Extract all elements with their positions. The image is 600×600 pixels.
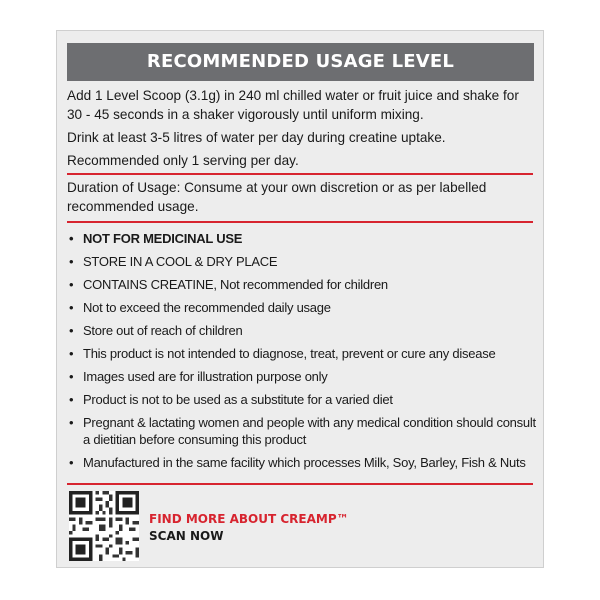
footer	[67, 489, 537, 559]
list-item-text: CONTAINS CREATINE, Not recommended for children	[83, 277, 388, 292]
list-item	[67, 391, 537, 408]
list-item-text: Pregnant & lactating women and people with any medical condition should consult a dietitian before consuming this product	[83, 415, 536, 447]
usage-water-intake: Drink at least 3-5 litres of water per day during creatine uptake.	[67, 130, 446, 145]
bullet-icon: •	[69, 300, 74, 315]
list-item	[67, 253, 537, 270]
footer-cta	[149, 511, 349, 545]
bullet-icon: •	[69, 455, 74, 470]
find-more-text: FIND MORE ABOUT CREAMP™	[149, 512, 349, 526]
divider-bottom	[67, 483, 533, 485]
list-item-text: STORE IN A COOL & DRY PLACE	[83, 254, 278, 269]
duration-of-usage: Duration of Usage: Consume at your own discretion or as per labelled recommended usage.	[67, 180, 487, 214]
usage-label-panel	[56, 30, 544, 568]
list-item-text: This product is not intended to diagnose, treat, prevent or cure any disease	[83, 346, 496, 361]
list-item	[67, 322, 537, 339]
bullet-icon: •	[69, 369, 74, 384]
qr-code-icon[interactable]	[69, 491, 139, 561]
bullet-icon: •	[69, 323, 74, 338]
list-item-text: NOT FOR MEDICINAL USE	[83, 231, 243, 246]
bullet-icon: •	[69, 346, 74, 361]
list-item-text: Product is not to be used as a substitute for a varied diet	[83, 392, 393, 407]
usage-mixing-instructions: Add 1 Level Scoop (3.1g) in 240 ml chilled water or fruit juice and shake for 30 - 45 seconds in a shaker vigorously until uniform mixing.	[67, 88, 519, 122]
usage-serving: Recommended only 1 serving per day.	[67, 153, 299, 168]
divider-top	[67, 173, 533, 175]
divider-middle	[67, 221, 533, 223]
section-title: RECOMMENDED USAGE LEVEL	[67, 43, 534, 81]
bullet-icon: •	[69, 254, 74, 269]
bullet-icon: •	[69, 231, 74, 246]
warnings-list	[67, 230, 537, 477]
list-item-text: Store out of reach of children	[83, 323, 243, 338]
bullet-icon: •	[69, 415, 74, 430]
list-item	[67, 299, 537, 316]
list-item-text: Not to exceed the recommended daily usage	[83, 300, 331, 315]
list-item	[67, 454, 537, 471]
list-item	[67, 345, 537, 362]
bullet-icon: •	[69, 392, 74, 407]
scan-now-text: SCAN NOW	[149, 529, 224, 543]
usage-instructions	[67, 86, 537, 174]
list-item	[67, 414, 537, 448]
list-item	[67, 368, 537, 385]
bullet-icon: •	[69, 277, 74, 292]
list-item-text: Images used are for illustration purpose only	[83, 369, 328, 384]
list-item	[67, 230, 537, 247]
list-item-text: Manufactured in the same facility which processes Milk, Soy, Barley, Fish & Nuts	[83, 455, 526, 470]
list-item	[67, 276, 537, 293]
